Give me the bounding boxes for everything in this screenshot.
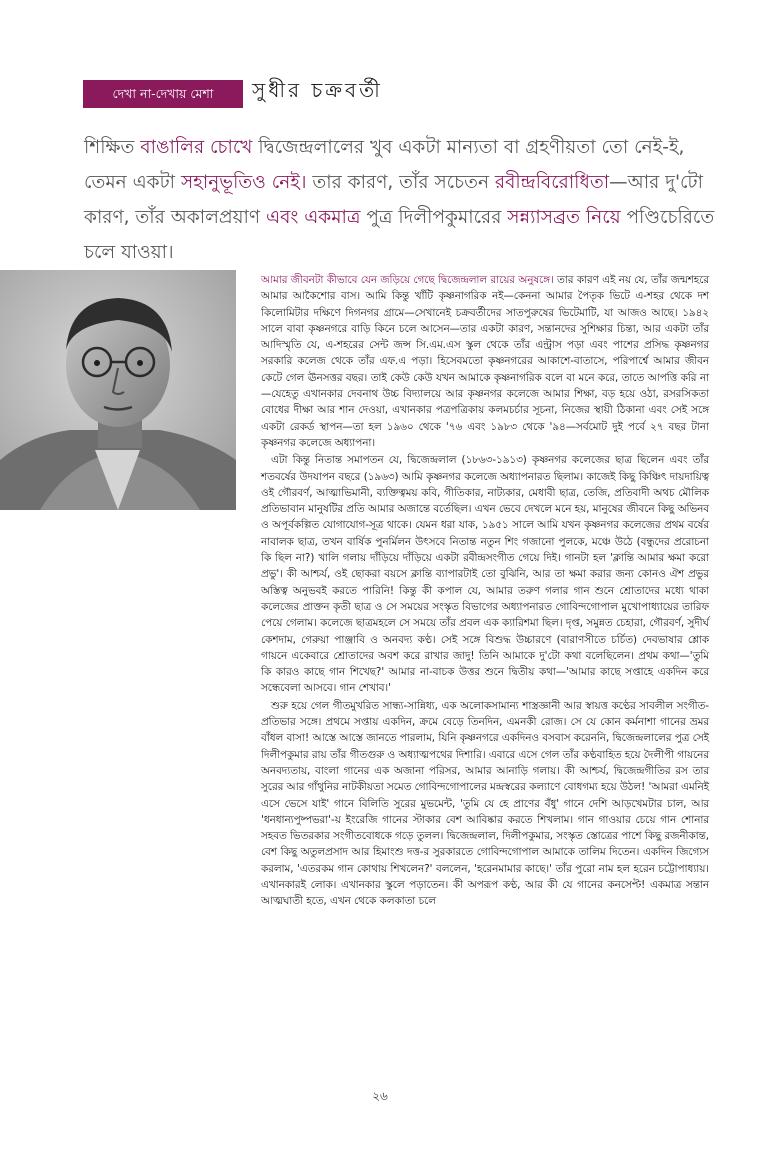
- article-paragraph: এটা কিন্তু নিতান্ত সমাপতন যে, দ্বিজেন্দ্রলাল (১৮৬৩-১৯১৩) কৃষ্ণনগর কলেজের ছাত্র ছিলেন এবং তাঁর শতবর্ষের উদযাপন বছরে (১৯৬৩) আমি কৃষ্ণনগর কলেজে অধ্যাপনারত ছিলাম। কাজেই কিছু কিঞ্চিৎ দায়দায়িত্ব ওই গৌরবর্ণ, আত্মাভিমানী, ব্যক্তিত্বময় কবি, গীতিকার, নাট্যকার, মেধাবী ছাত্র, তেজি, প্রতিবাদী অথচ মৌলিক প্রতিভাবান মানুষটির প্রতি আমার অজান্তে বর্তেছিল। এখন ভেবে দেখলে মনে হয়, মানুষের জীবনে কিছু অভিনব ও অপূর্বকল্পিত যোগাযোগ-সূত্র থাকে। যেমন ধরা যাক, ১৯৫১ সালে আমি যখন কৃষ্ণনগর কলেজের প্রথম বর্ষের নাবালক ছাত্র, তখন বার্ষিক পুনর্মিলন উৎসবে নিতান্ত নতুন শিং গজানো পুলকে, মঞ্চে উঠে (বন্ধুদের প্ররোচনা কি ছিল না?) খালি গলায় দাঁড়িয়ে দাঁড়িয়ে একটা রবীন্দ্রসংগীত গেয়ে দিই। গানটা হল 'ক্লান্তি আমার ক্ষমা করো প্রভু'। কী আশ্চর্য, ওই ছোকরা বয়সে ক্লান্তি ব্যাপারটাই তো বুঝিনি, আর তা ক্ষমা করার জন্য কোনও ঐশ প্রভুর অস্তিত্ব অনুভবই করতে পারিনি! কিন্তু কী কপাল যে, আমার তরুণ গলার গান শুনে শ্রোতাদের মধ্যে থাকা কলেজের প্রাক্তন কৃতী ছাত্র ও সে সময়ের সংস্কৃত বিভাগের অধ্যাপনারত গোবিন্দগোপাল মুখোপাধ্যায়ের তারিফ পেয়ে গেলাম। কলেজে ছাত্রমহলে সে সময়ে তাঁর প্রবল এক ক্যারিশমা ছিল। দৃপ্ত, সমুন্নত চেহারা, গৌরবর্ণ, সুদীর্ঘ কেশদাম, গেরুয়া পাঞ্জাবি ও অনবদ্য কণ্ঠ। সেই সঙ্গে বিশুদ্ধ উচ্চারণে (বারাণসীতে চর্চিত) দেবভাষার শ্লোক গায়নে একেবারে শ্রোতাদের অবশ করে রাখার জাদু! তিনি আমাকে দু'টো কথা বলেছিলেন। প্রথম কথা—'তুমি কি কারও কাছে গান শিখেছ?' আমার না-বাচক উত্তর শুনে দ্বিতীয় কথা—'আমার কাছে সপ্তাহে একদিন করে সন্ধেবেলা আসবে। গান শেখাব।': [261, 454, 709, 695]
- portrait-photo-icon: [0, 270, 236, 510]
- pull-quote-segment: দ্বিজেন্দ্রলালের খুব একটা মান্যতা বা গ্রহণীয়তা তো নেই-ই, তেমন একটা: [84, 137, 685, 193]
- pull-quote-segment: তার কারণ, তাঁর সচেতন: [306, 172, 495, 193]
- pull-quote-highlight: এবং একমাত্র: [266, 207, 361, 228]
- pull-quote-segment: শিক্ষিত: [84, 137, 141, 158]
- page-number: ২৬: [372, 1089, 388, 1103]
- pull-quote-highlight: বাঙালির চোখে: [140, 137, 253, 158]
- author-name: সুধীর চক্রবর্তী: [252, 78, 383, 102]
- pull-quote-highlight: রবীন্দ্রবিরোধিতা: [494, 172, 610, 193]
- article-paragraph: শুরু হয়ে গেল গীতমুখরিত সান্ধ্য-সান্নিধ্য, এক অলোকসামান্য শাস্ত্রজ্ঞানী আর স্বায়ত্ত কণ্ঠের সাবলীল সংগীত-প্রতিভার সঙ্গে। প্রথমে সপ্তায় একদিন, ক্রমে বেড়ে তিনদিন, এমনকী রোজ। সে যে কোন কর্মনাশা গানের ভ্রমর বাঁধল বাসা! আস্তে আস্তে জানতে পারলাম, যিনি কৃষ্ণনগরে একদিনও বসবাস করেননি, দ্বিজেন্দ্রলালের পুত্র সেই দিলীপকুমার রায় তাঁর গীতগুরু ও অধ্যাত্মপথের দিশারি। এবারে এসে গেল তাঁর কণ্ঠবাহিত হয়ে দৈলীপী গায়নের অনবদ্যতায়, বাংলা গানের এক অজানা পরিসর, আমার আনাড়ি গলায়। কী আশ্চর্য, দ্বিজেন্দ্রগীতির রস তার সুরের আর গাঁথুনির নাটকীয়তা সমেত গোবিন্দগোপালের মন্দ্রস্বরের কল্যাণে বোধগম্য হয়ে উঠল! 'আমরা এমনিই এসে ভেসে যাই' গানে বিলিতি সুরের মুভমেন্ট, 'তুমি যে হে প্রাণের বঁধু' গানে দেশি আড়খেমটার চাল, আর 'ধনধান্যপুষ্পভরা'-য় ইংরেজি গানের স্টাকার বেশ আবিষ্কার করতে শিখলাম। গান গাওয়ার চেয়ে গান শোনার সহবত ভিতরকার সংগীতবোধকে গড়ে তুলল। দ্বিজেন্দ্রলাল, দিলীপকুমার, সংস্কৃত স্তোত্রের পাশে কিছু রজনীকান্ত, বেশ কিছু অতুলপ্রসাদ আর হিমাংশু দত্ত-র সুরকারতে গোবিন্দগোপাল আমাকে তালিম দিতেন। একদিন জিগ্যেস করলাম, 'এতরকম গান কোথায় শিখলেন?' বললেন, 'হরেনমামার কাছে।' তাঁর পুরো নাম হল হরেন চট্টোপাধ্যায়। এখানকারই লোক। এখানকার স্কুলে পড়াতেন। কী অপরূপ কণ্ঠ, আর কী যে গানের কনসেপ্ট! একমাত্র সন্তান আত্মঘাতী হতে, এখন থেকে কলকাতা চলে: [261, 699, 709, 908]
- pull-quote-segment: পণ্ডিচেরিতে চলে যাওয়া।: [84, 207, 715, 263]
- pull-quote-highlight: সহানুভূতিও নেই।: [180, 172, 307, 193]
- article-opening-line: আমার জীবনটা কীভাবে যেন জড়িয়ে গেছে দ্বিজেন্দ্রলাল রায়ের অনুষঙ্গে।: [261, 274, 554, 286]
- pull-quote-segment: পুত্র দিলীপকুমারের: [360, 207, 508, 228]
- pull-quote: [84, 130, 724, 270]
- article-body: [261, 272, 709, 911]
- article-paragraph: [261, 272, 709, 451]
- section-label-bar: [83, 80, 243, 108]
- section-label: দেখা না-দেখায় মেশা: [112, 86, 214, 101]
- article-paragraph-text: তার কারণ এই নয় যে, তাঁর জন্মশহরে আমার আকৈশোর বাস। আমি কিন্তু খাঁটি কৃষ্ণনাগরিক নই—কেননা আমার পৈতৃক ভিটে এ-শহর থেকে দশ কিলোমিটার দক্ষিণে দিগনগর গ্রামে—সেখানেই চক্রবর্তীদের সাতপুরুষের ভিটেমাটি, যা আজও আছে। ১৯৪২ সালে বাবা কৃষ্ণনগরে বাড়ি কিনে চলে আসেন—তার একটা কারণ, সন্তানদের সুশিক্ষার চিন্তা, আর একটা তাঁর আদিস্মৃতি যে, এ-শহরের সেন্ট জন্স সি.এম.এস স্কুল থেকে তাঁর এন্ট্রাস পড়া এবং পাশের প্রসিদ্ধ কৃষ্ণনগর সরকারি কলেজ থেকে তাঁর এফ.এ পড়া। হিসেবমতো কৃষ্ণনগরের আকাশে-বাতাসে, পরিপার্শ্বে আমার জীবন কেটে গেল ঊনসত্তর বছর। তাই কেউ কেউ যখন আমাকে কৃষ্ণনাগরিক বলে বা মনে করে, তাতে আপত্তি করি না—যেহেতু এখানকার দেবনাথ উচ্চ বিদ্যালয়ে আর কৃষ্ণনগর কলেজে আমার শিক্ষা, বড় হয়ে ওঠা, রসরসিকতা বোধের দীক্ষা আর শান দেওয়া, এখানকার পত্রপত্রিকায় কলমচর্চার সূচনা, নিজের স্থায়ী ঠিকানা এবং সেই সঙ্গে একটা রেকর্ড স্থাপন—তা হল ১৯৬০ থেকে '৭৬ এবং ১৯৮৩ থেকে '৯৪—সর্বমোট দুই পর্বে ২৭ বছর টানা কৃষ্ণনগর কলেজে অধ্যাপনা।: [261, 274, 710, 449]
- pull-quote-highlight: সন্ন্যাসব্রত নিয়ে: [507, 207, 621, 228]
- portrait-photo: [0, 270, 236, 510]
- pull-quote-segment: —আর দু'টো কারণ, তাঁর অকালপ্রয়াণ: [84, 172, 703, 228]
